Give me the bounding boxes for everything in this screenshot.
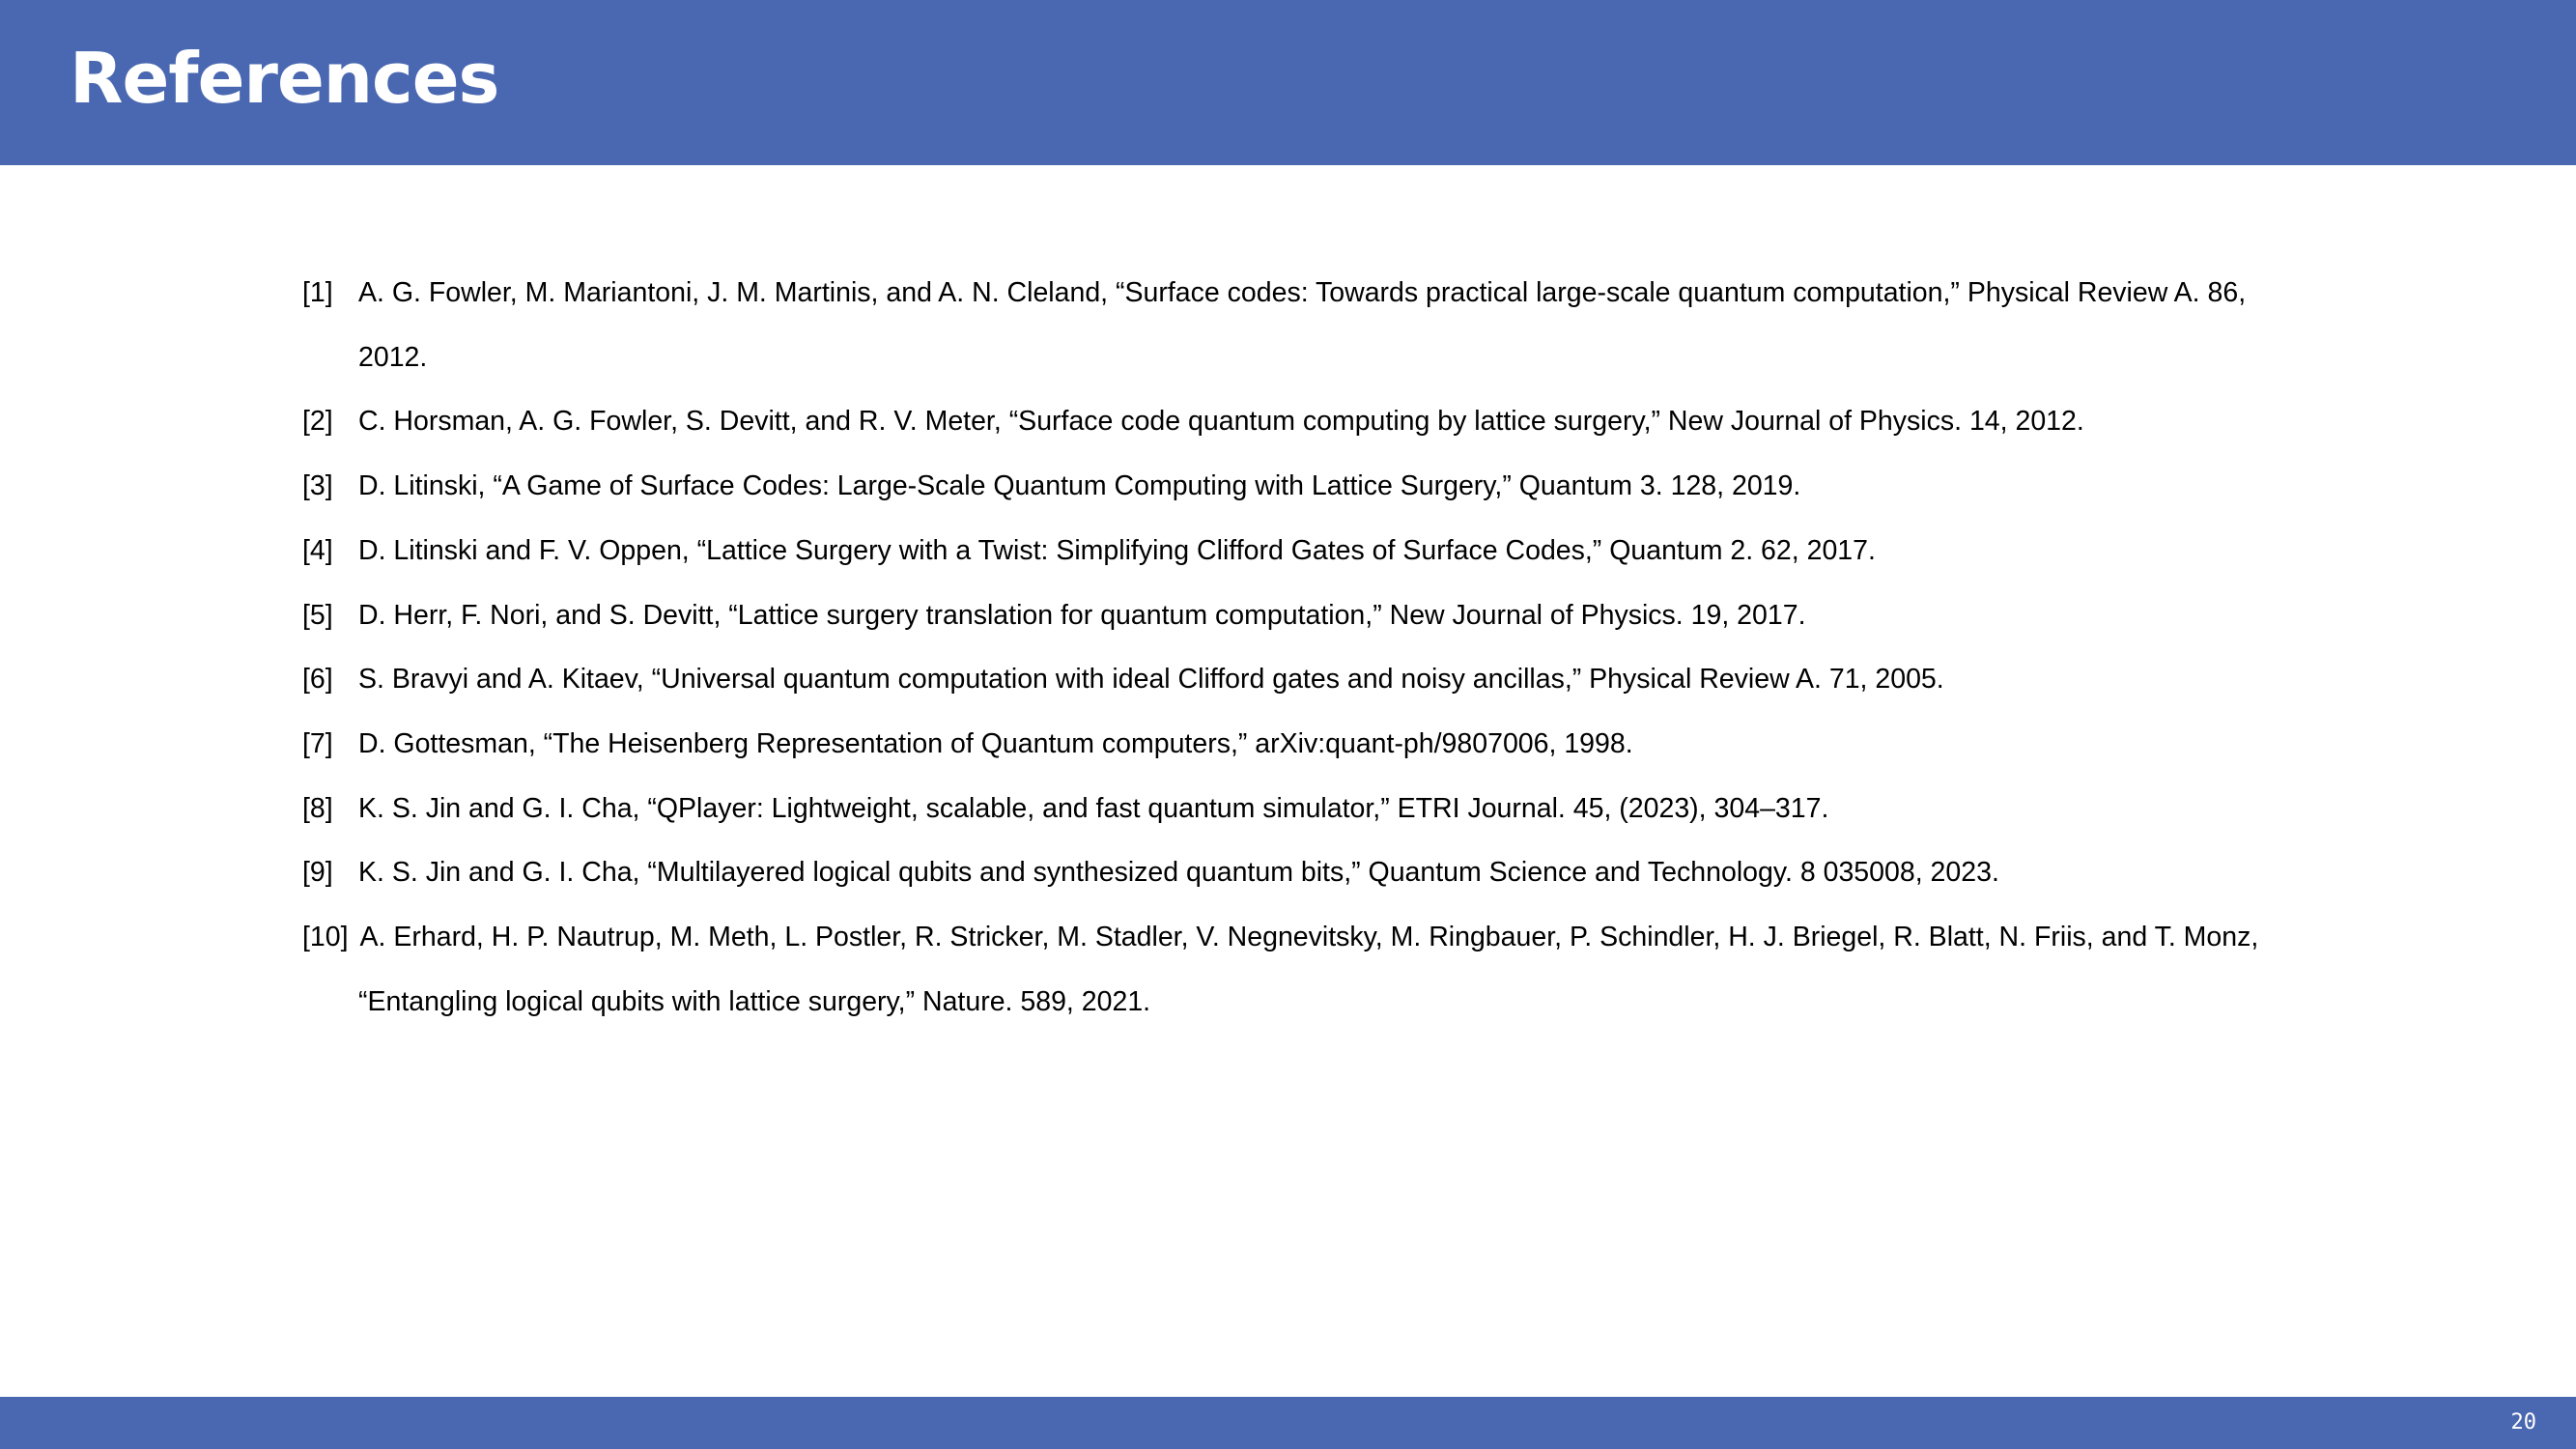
reference-text: D. Litinski and F. V. Oppen, “Lattice Surgery with a Twist: Simplifying Clifford Gates of Surface Codes,” Quantum 2. 62, 2017.	[358, 534, 1876, 566]
reference-item-10	[302, 905, 2311, 1034]
reference-item-1	[302, 261, 2311, 389]
reference-text: S. Bravyi and A. Kitaev, “Universal quantum computation with ideal Clifford gates and noisy ancillas,” Physical Review A. 71, 2005.	[358, 664, 1944, 696]
page-number: 20	[2510, 1410, 2536, 1435]
reference-item-4	[302, 519, 2311, 583]
reference-item-9	[302, 840, 2311, 905]
reference-number: [10]	[302, 922, 349, 953]
reference-number: [8]	[302, 792, 333, 824]
reference-number: [6]	[302, 664, 333, 696]
title-banner	[0, 0, 2576, 165]
reference-number: [7]	[302, 727, 333, 759]
reference-text: D. Gottesman, “The Heisenberg Representation of Quantum computers,” arXiv:quant-ph/9807006, 1998.	[358, 727, 1633, 759]
reference-item-2	[302, 389, 2311, 454]
reference-number: [2]	[302, 406, 333, 438]
reference-number: [9]	[302, 857, 333, 889]
reference-number: [3]	[302, 470, 333, 502]
reference-text: A. G. Fowler, M. Mariantoni, J. M. Martinis, and A. N. Cleland, “Surface codes: Towards practical large-scale quantum computation,” Physical Review A. 86, 2012.	[358, 277, 2247, 373]
slide-title: References	[70, 38, 499, 119]
footer-bar	[0, 1397, 2576, 1449]
reference-text: A. Erhard, H. P. Nautrup, M. Meth, L. Postler, R. Stricker, M. Stadler, V. Negnevitsky, M. Ringbauer, P. Schindler, H. J. Briegel, R. Blatt, N. Friis, and T. Monz, “Entangling logical qubits with lattice surgery,” Nature. 589, 2021.	[358, 922, 2259, 1017]
reference-number: [1]	[302, 277, 333, 308]
reference-text: K. S. Jin and G. I. Cha, “QPlayer: Lightweight, scalable, and fast quantum simulator,” ETRI Journal. 45, (2023), 304–317.	[358, 792, 1829, 824]
reference-text: K. S. Jin and G. I. Cha, “Multilayered logical qubits and synthesized quantum bits,” Quantum Science and Technology. 8 035008, 2023.	[358, 857, 1999, 889]
reference-text: C. Horsman, A. G. Fowler, S. Devitt, and R. V. Meter, “Surface code quantum computing by lattice surgery,” New Journal of Physics. 14, 2012.	[358, 406, 2084, 438]
reference-item-8	[302, 777, 2311, 841]
reference-text: D. Herr, F. Nori, and S. Devitt, “Lattice surgery translation for quantum computation,” New Journal of Physics. 19, 2017.	[358, 599, 1806, 631]
reference-list	[302, 261, 2311, 1034]
reference-item-7	[302, 712, 2311, 777]
reference-number: [5]	[302, 599, 333, 631]
reference-text: D. Litinski, “A Game of Surface Codes: Large-Scale Quantum Computing with Lattice Surgery,” Quantum 3. 128, 2019.	[358, 470, 1801, 502]
reference-number: [4]	[302, 534, 333, 566]
reference-item-6	[302, 647, 2311, 712]
reference-item-5	[302, 583, 2311, 648]
reference-item-3	[302, 454, 2311, 519]
